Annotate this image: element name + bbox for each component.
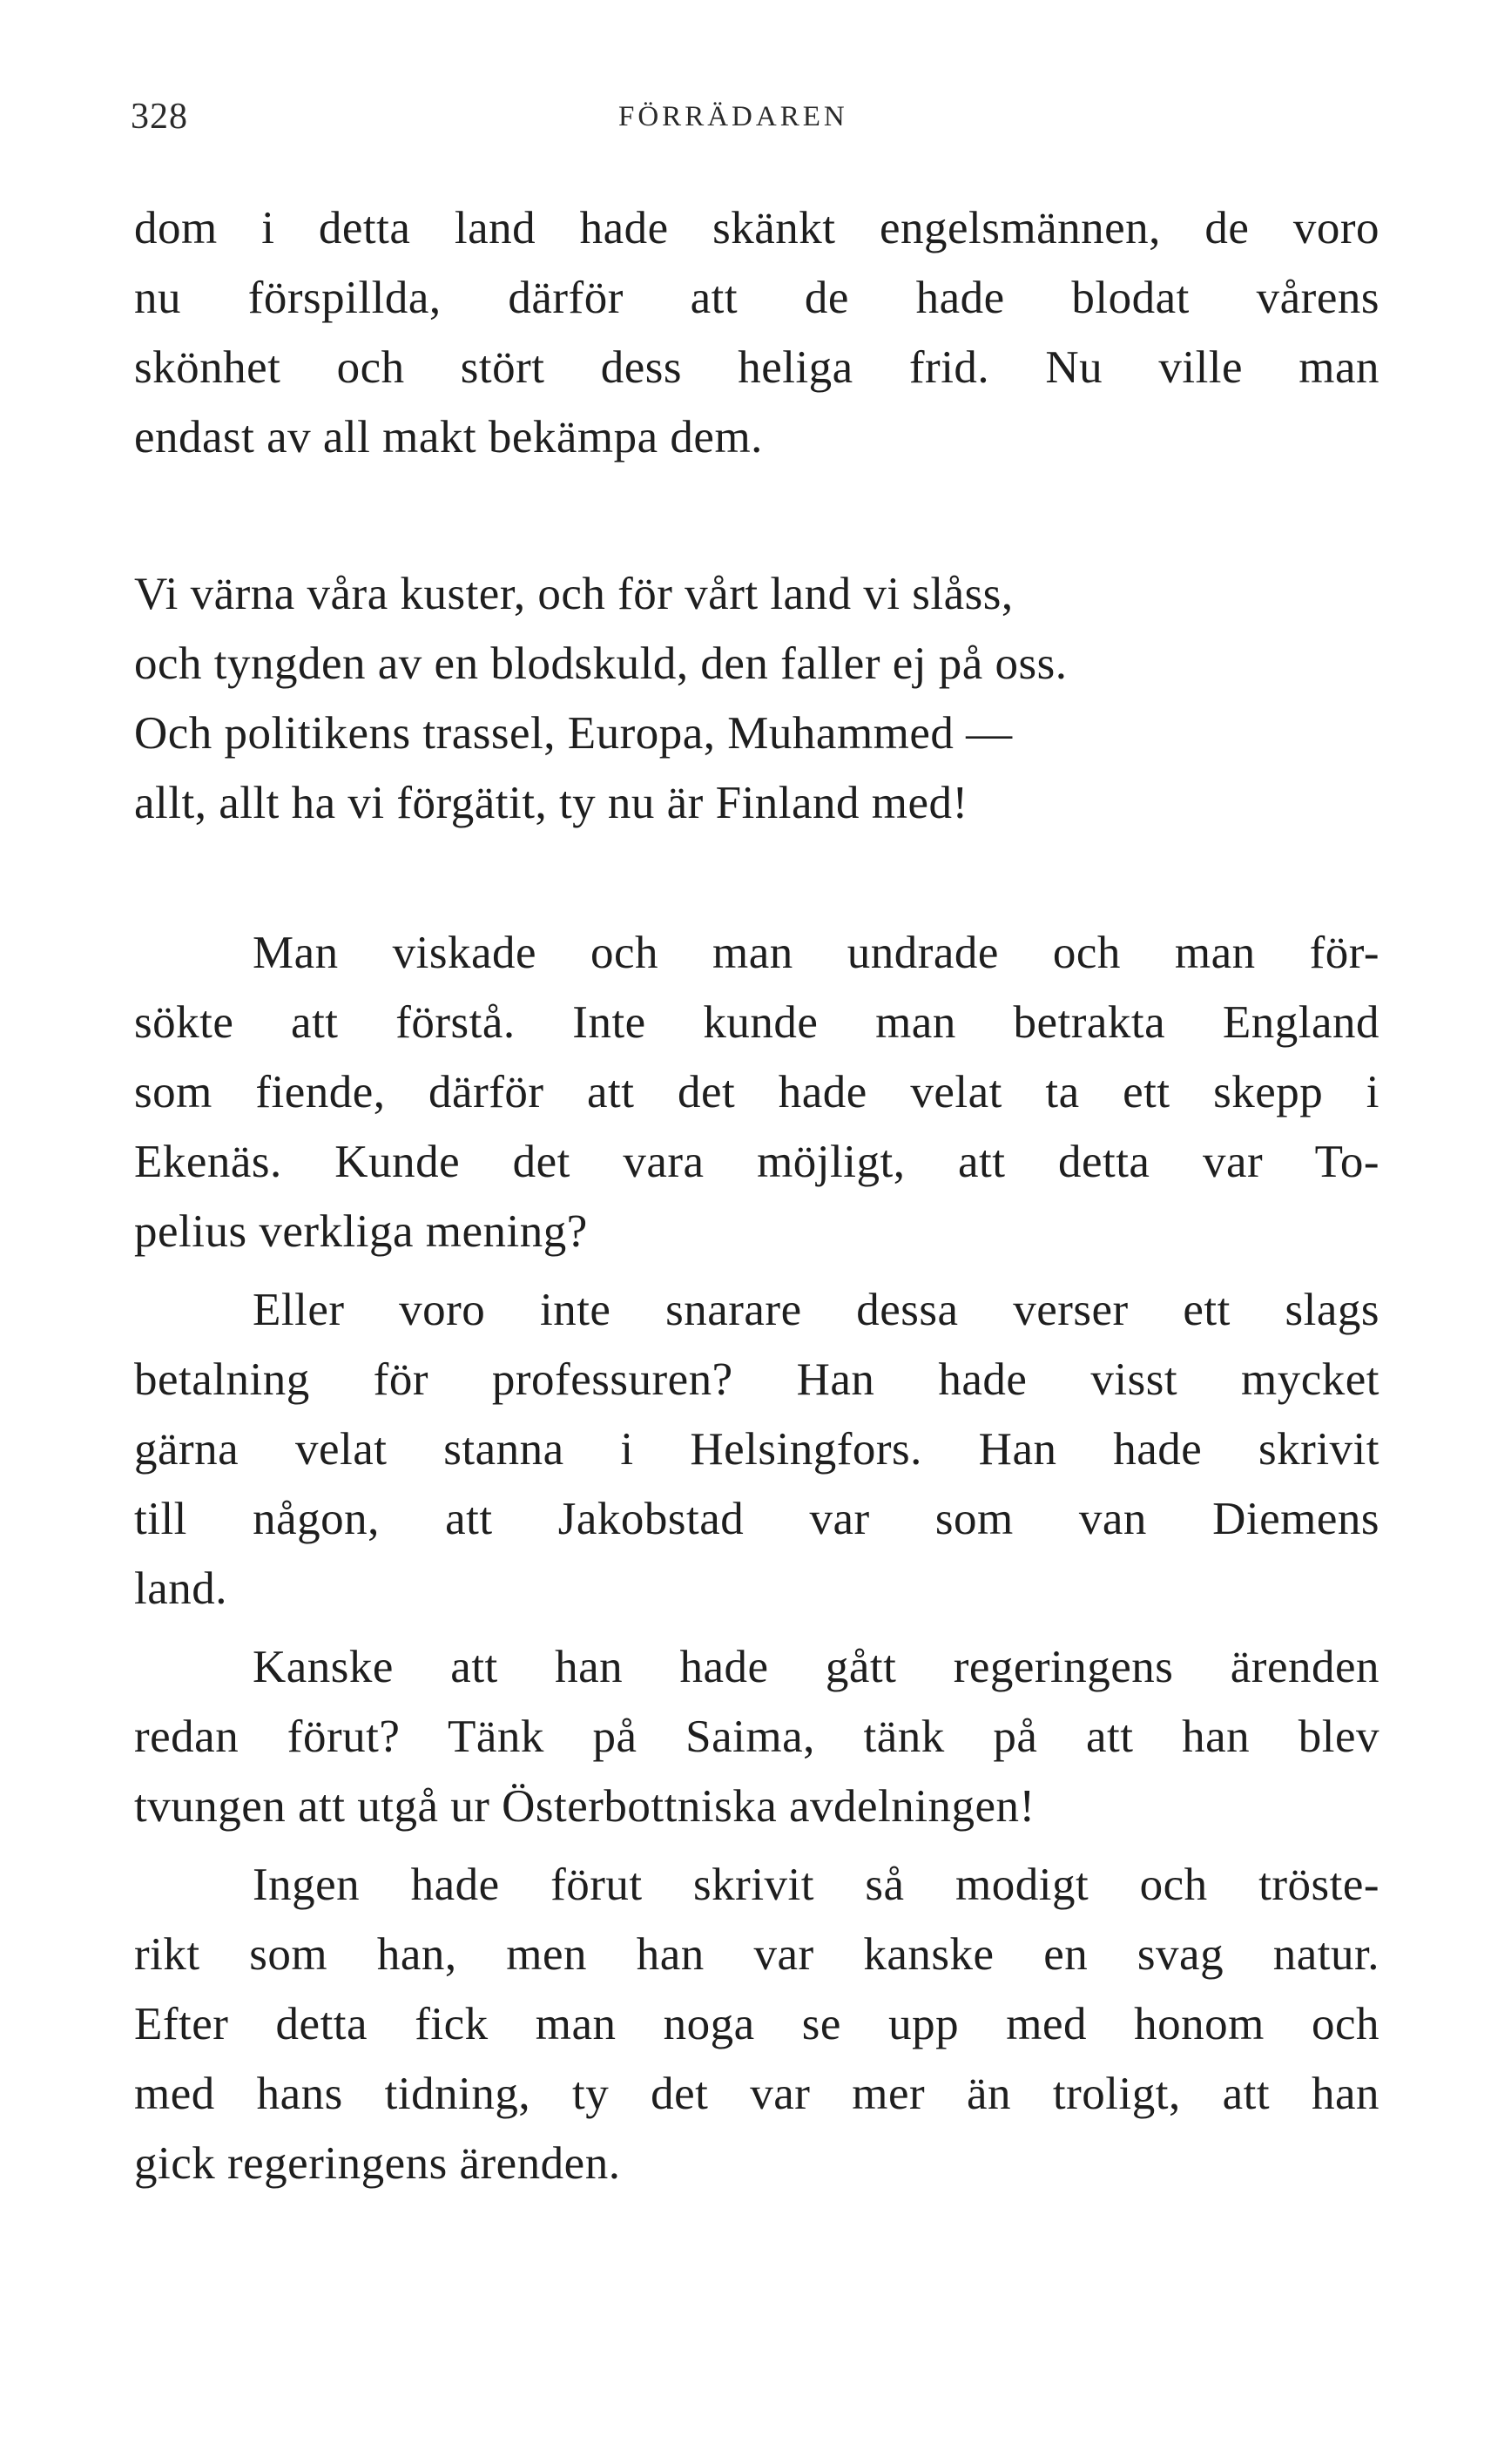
text-line: land. bbox=[134, 1563, 227, 1614]
text-line: Efter detta fick man noga se upp med honom och bbox=[134, 1999, 1379, 2049]
page-header bbox=[131, 96, 1376, 148]
paragraph-5 bbox=[134, 1850, 1379, 2198]
text-line: Man viskade och man undrade och man för- bbox=[253, 928, 1379, 978]
text-line: tvungen att utgå ur Österbottniska avdelningen! bbox=[134, 1781, 1035, 1832]
text-line: Kanske att han hade gått regeringens ärenden bbox=[253, 1642, 1379, 1692]
text-line: sökte att förstå. Inte kunde man betrakta England bbox=[134, 997, 1379, 1048]
text-line: rikt som han, men han var kanske en svag natur. bbox=[134, 1929, 1379, 1980]
paragraph-4 bbox=[134, 1632, 1379, 1841]
text-line: Eller voro inte snarare dessa verser ett slags bbox=[253, 1285, 1379, 1335]
text-line: Ekenäs. Kunde det vara möjligt, att detta var To- bbox=[134, 1137, 1379, 1187]
paragraph-3 bbox=[134, 1275, 1379, 1624]
page-body bbox=[134, 193, 1379, 2198]
running-title: FÖRRÄDAREN bbox=[618, 101, 848, 132]
verse-line: Vi värna våra kuster, och för vårt land vi slåss, bbox=[134, 569, 1014, 619]
verse-line: och tyngden av en blodskuld, den faller ej på oss. bbox=[134, 638, 1068, 689]
verse-line: Och politikens trassel, Europa, Muhammed — bbox=[134, 708, 1013, 759]
paragraph-2 bbox=[134, 918, 1379, 1266]
text-line: gick regeringens ärenden. bbox=[134, 2138, 621, 2189]
verse-line: allt, allt ha vi förgätit, ty nu är Finland med! bbox=[134, 778, 968, 828]
text-line: betalning för professuren? Han hade visst mycket bbox=[134, 1354, 1379, 1405]
page-number: 328 bbox=[131, 97, 188, 137]
text-line: med hans tidning, ty det var mer än troligt, att han bbox=[134, 2069, 1379, 2119]
text-line: skönhet och stört dess heliga frid. Nu ville man bbox=[134, 342, 1379, 393]
text-line: som fiende, därför att det hade velat ta ett skepp i bbox=[134, 1067, 1379, 1117]
verse-stanza bbox=[134, 559, 1379, 838]
text-line: gärna velat stanna i Helsingfors. Han hade skrivit bbox=[134, 1424, 1379, 1475]
text-line: till någon, att Jakobstad var som van Diemens bbox=[134, 1494, 1379, 1544]
paragraph-1 bbox=[134, 193, 1379, 472]
text-line: pelius verkliga mening? bbox=[134, 1206, 588, 1257]
text-line: redan förut? Tänk på Saima, tänk på att han blev bbox=[134, 1711, 1379, 1762]
text-line: endast av all makt bekämpa dem. bbox=[134, 412, 763, 462]
text-line: nu förspillda, därför att de hade blodat vårens bbox=[134, 273, 1379, 323]
text-line: Ingen hade förut skrivit så modigt och tröste- bbox=[253, 1860, 1379, 1910]
text-line: dom i detta land hade skänkt engelsmännen, de voro bbox=[134, 203, 1379, 253]
